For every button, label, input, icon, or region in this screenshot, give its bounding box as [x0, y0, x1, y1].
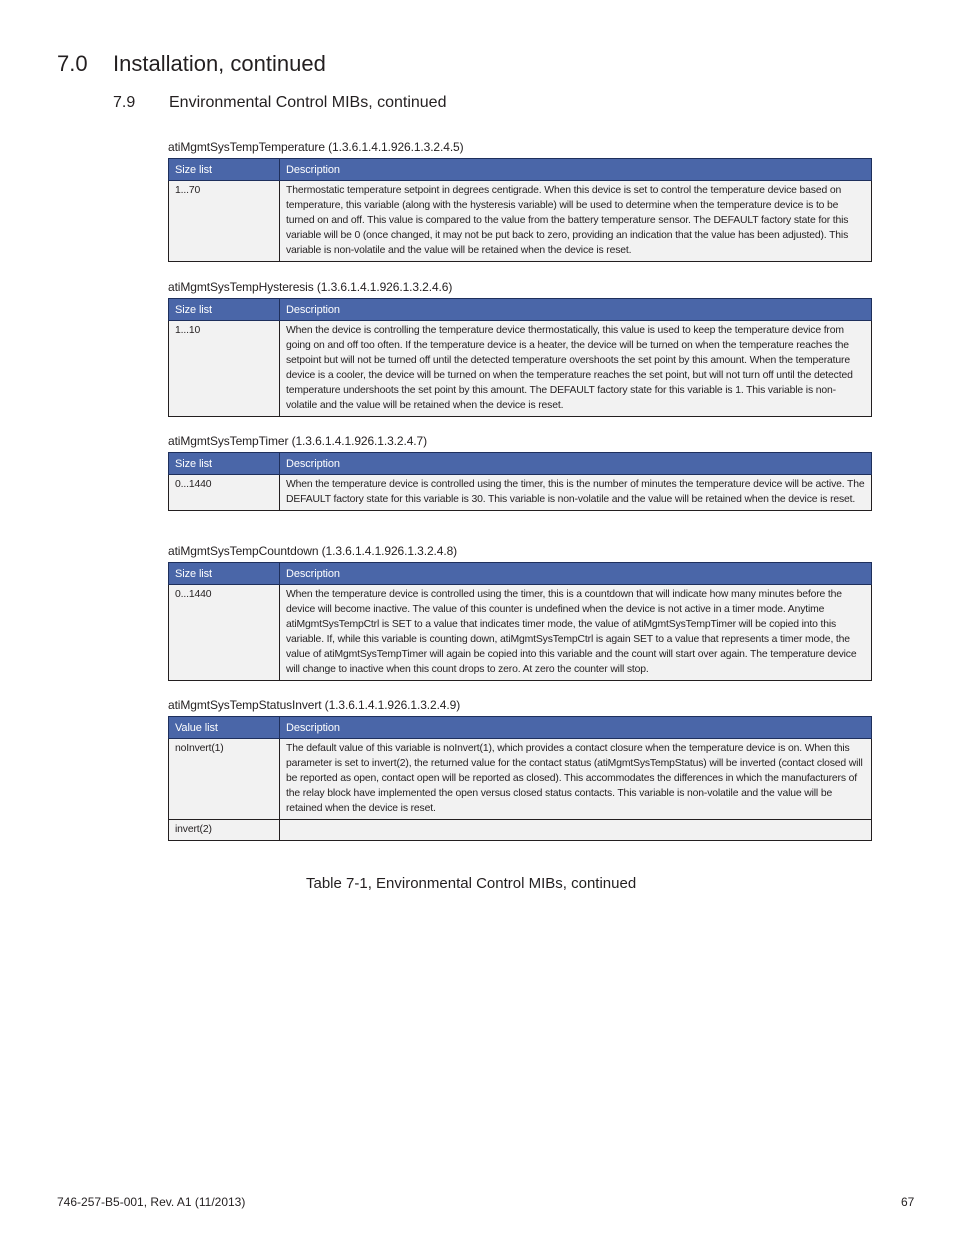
- mib-table: [168, 562, 872, 681]
- mib-block-timer: [168, 434, 871, 511]
- mib-title: atiMgmtSysTempCountdown (1.3.6.1.4.1.926.1.3.2.4.8): [168, 544, 458, 558]
- header-cell-list: Size list: [169, 563, 280, 585]
- table-row: [169, 739, 872, 820]
- mib-block-temperature: [168, 140, 871, 262]
- table-header-row: [169, 717, 872, 739]
- description-cell: The default value of this variable is noInvert(1), which provides a contact closure when the temperature device is on. When this parameter is set to invert(2), the returned value for the contact status (atiMgmtSysTempStatus) will be inverted (contact closed will be reported as open, contact open will be reported as closed). This accommodates the differences in which the manufacturers of the relay block have implemented the open versus closed status contacts. This variable is non-volatile and the value will be retained when the device is reset.: [280, 739, 872, 820]
- header-cell-description: Description: [280, 453, 872, 475]
- value-cell: noInvert(1): [169, 739, 280, 820]
- subsection-number: 7.9: [113, 94, 136, 111]
- value-cell: invert(2): [169, 820, 280, 841]
- footer-page-number: 67: [901, 1195, 915, 1209]
- value-cell: 1...70: [169, 181, 280, 262]
- table-header-row: [169, 159, 872, 181]
- header-cell-description: Description: [280, 299, 872, 321]
- table-row: [169, 181, 872, 262]
- header-cell-list: Value list: [169, 717, 280, 739]
- header-cell-description: Description: [280, 717, 872, 739]
- mib-title: atiMgmtSysTempStatusInvert (1.3.6.1.4.1.926.1.3.2.4.9): [168, 698, 461, 712]
- header-cell-list: Size list: [169, 159, 280, 181]
- mib-block-status-invert: [168, 698, 871, 841]
- subsection-title: Environmental Control MIBs, continued: [169, 94, 447, 111]
- header-cell-list: Size list: [169, 453, 280, 475]
- value-cell: 1...10: [169, 321, 280, 417]
- table-header-row: [169, 299, 872, 321]
- mib-table: [168, 452, 872, 511]
- section-number: 7.0: [57, 51, 88, 76]
- table-header-row: [169, 453, 872, 475]
- header-cell-description: Description: [280, 159, 872, 181]
- description-cell: When the temperature device is controlled using the timer, this is a countdown that will indicate how many minutes before the device will become inactive. The value of this counter is undefined when the device is not active in a timer mode. Anytime atiMgmtSysTempCtrl is SET to a value that indicates timer mode, the value of atiMgmtSysTempTimer will be copied into this variable. If, while this variable is counting down, atiMgmtSysTempCtrl is again SET to a value that represents a timer mode, the value of atiMgmtSysTempTimer will again be copied into this variable and the count will start over again. The temperature device will change to inactive when this count drops to zero. At zero the counter will stop.: [280, 585, 872, 681]
- section-title: Installation, continued: [113, 51, 326, 76]
- table-row: [169, 820, 872, 841]
- description-cell: When the device is controlling the temperature device thermostatically, this value is used to keep the temperature device from going on and off too often. If the temperature device is a heater, the device will be turned on when the temperature reaches the setpoint but will not be turned off until the detected temperature overshoots the set point by this amount. When the temperature device is a cooler, the device will be turned on when the temperature reaches the set point, but will not turn off until the detected temperature undershoots the set point by this amount. The DEFAULT factory state for this variable is 1. This variable is non-volatile and the value will be retained when the device is reset.: [280, 321, 872, 417]
- mib-title: atiMgmtSysTempHysteresis (1.3.6.1.4.1.926.1.3.2.4.6): [168, 280, 453, 294]
- table-header-row: [169, 563, 872, 585]
- value-cell: 0...1440: [169, 475, 280, 511]
- value-cell: 0...1440: [169, 585, 280, 681]
- description-cell: [280, 820, 872, 841]
- mib-block-hysteresis: [168, 280, 871, 417]
- mib-table: [168, 298, 872, 417]
- description-cell: Thermostatic temperature setpoint in degrees centigrade. When this device is set to control the temperature device based on temperature, this variable (along with the hysteresis variable) will be used to determine when the temperature device is to be turned on and off. This value is compared to the value from the battery temperature sensor. The DEFAULT factory state for this variable will be 0 (once changed, it may not be put back to zero, providing an indication that the value has been adjusted). This variable is non-volatile and the value will be retained when the device is reset.: [280, 181, 872, 262]
- mib-title: atiMgmtSysTempTemperature (1.3.6.1.4.1.926.1.3.2.4.5): [168, 140, 464, 154]
- header-cell-list: Size list: [169, 299, 280, 321]
- mib-table: [168, 716, 872, 841]
- description-cell: When the temperature device is controlled using the timer, this is the number of minutes the temperature device will be active. The DEFAULT factory state for this variable is 30. This variable is non-volatile and the value will be retained when the device is reset.: [280, 475, 872, 511]
- table-row: [169, 585, 872, 681]
- mib-block-countdown: [168, 544, 871, 681]
- footer-doc-id: 746-257-B5-001, Rev. A1 (11/2013): [57, 1195, 246, 1209]
- header-cell-description: Description: [280, 563, 872, 585]
- table-row: [169, 475, 872, 511]
- table-caption: Table 7-1, Environmental Control MIBs, continued: [306, 875, 637, 892]
- table-row: [169, 321, 872, 417]
- subsection-heading: [113, 93, 446, 113]
- section-heading: [57, 50, 326, 78]
- mib-title: atiMgmtSysTempTimer (1.3.6.1.4.1.926.1.3.2.4.7): [168, 434, 427, 448]
- mib-table: [168, 158, 872, 262]
